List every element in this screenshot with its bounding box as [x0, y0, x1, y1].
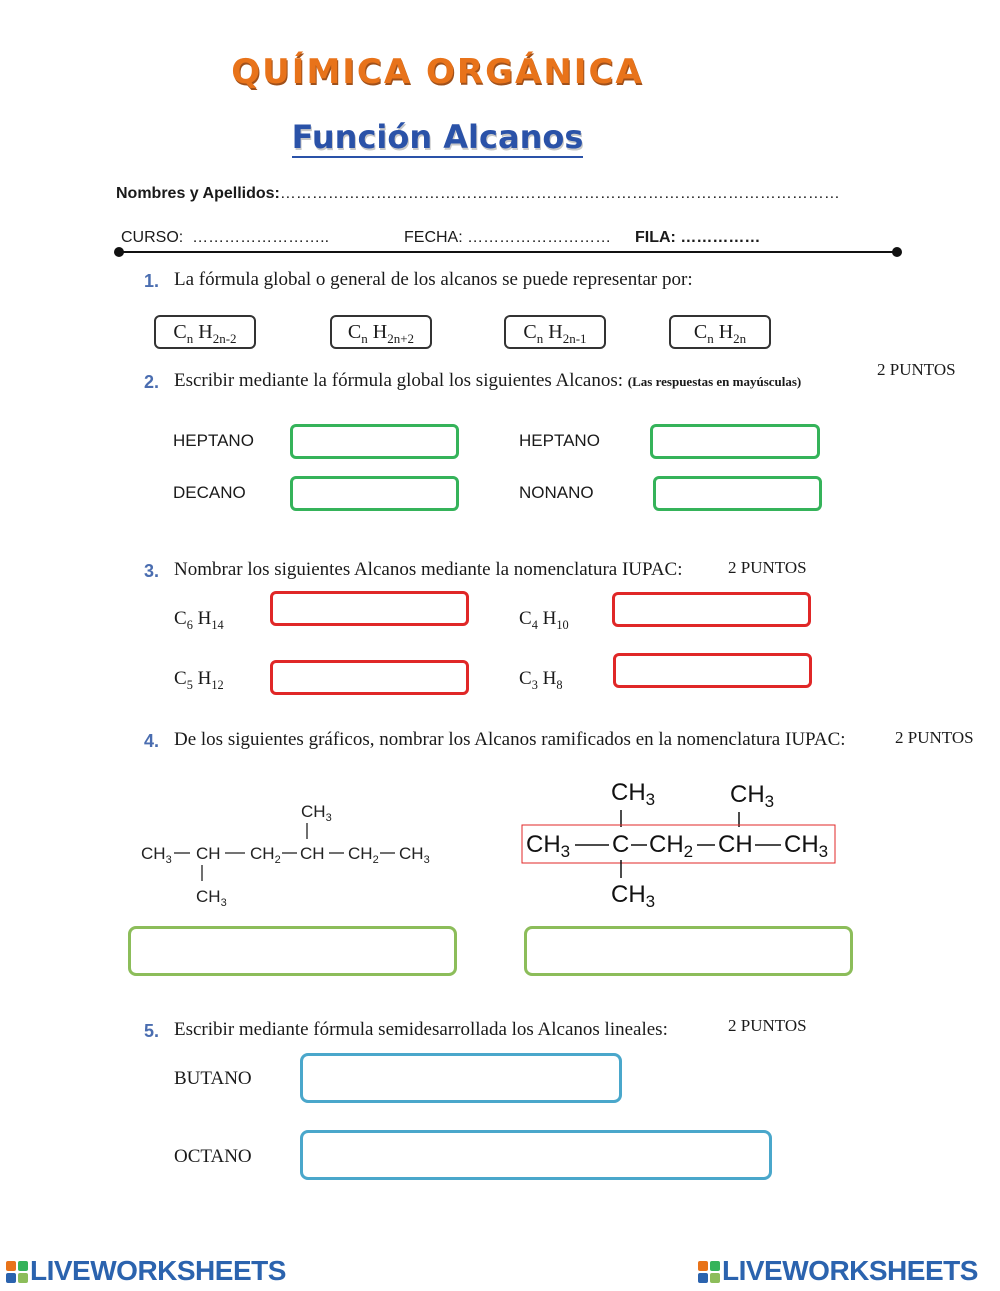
q1-option-3[interactable]: $C_n$ $H_{2n-1}$ [504, 315, 606, 349]
q2-points: 2 PUNTOS [877, 360, 956, 379]
s1-c4: CH [300, 844, 325, 863]
name-dots: …………………………………………………………………………………………… [279, 185, 840, 202]
q3-formula-1: $C_6$ $H_{14}$ [174, 608, 224, 632]
s1-top-methyl: $CH_3$ [301, 802, 332, 824]
name-label: Nombres y Apellidos: [116, 185, 280, 202]
q3-formula-2: $C_4$ $H_{10}$ [519, 608, 569, 632]
s2-c1: $CH_3$ [526, 831, 571, 861]
q5-label-1: BUTANO [174, 1068, 252, 1089]
q2-text: Escribir mediante la fórmula global los siguientes Alcanos: (Las respuestas en mayúsculas) [174, 370, 802, 391]
fila-label: FILA: [635, 229, 676, 246]
q3-text: Nombrar los siguientes Alcanos mediante la nomenclatura IUPAC: [174, 559, 683, 580]
q4-answer-1[interactable] [128, 926, 457, 976]
q1-number: 1. [144, 271, 160, 291]
s2-top-methyl-1: $CH_3$ [611, 779, 656, 809]
s2-c4: CH [718, 831, 753, 858]
divider-dot-left [114, 247, 124, 257]
q3-answer-1[interactable] [270, 591, 469, 626]
q3-formula-4: $C_3$ $H_8$ [519, 668, 563, 692]
fecha-dots: ……………………… [467, 229, 612, 246]
s2-top-methyl-2: $CH_3$ [730, 781, 775, 811]
q5-text: Escribir mediante fórmula semidesarrollada los Alcanos lineales: [174, 1019, 668, 1040]
q2-answer-3[interactable] [290, 476, 459, 511]
s1-c5: $CH_2$ [348, 844, 379, 866]
curso-field[interactable] [121, 229, 329, 247]
name-field[interactable] [116, 185, 840, 203]
footer-logo-left: LIVEWORKSHEETS [6, 1255, 286, 1287]
curso-dots: …………………….. [192, 229, 330, 246]
q3-number: 3. [144, 561, 160, 581]
q1-option-4[interactable]: $C_n$ $H_{2n}$ [669, 315, 771, 349]
fila-dots: …………… [680, 229, 761, 246]
q4-points: 2 PUNTOS [895, 728, 974, 747]
q4-text: De los siguientes gráficos, nombrar los Alcanos ramificados en la nomenclatura IUPAC: [174, 729, 846, 750]
s2-c2: C [612, 831, 630, 858]
q3-answer-3[interactable] [270, 660, 469, 695]
fecha-field[interactable] [404, 229, 611, 247]
q5-points: 2 PUNTOS [728, 1016, 807, 1035]
divider-dot-right [892, 247, 902, 257]
q2-label-4: NONANO [519, 483, 594, 502]
s1-c3: $CH_2$ [250, 844, 281, 866]
fila-field[interactable] [635, 229, 760, 247]
page-title: QUÍMICA ORGÁNICA [231, 52, 644, 92]
q5-label-2: OCTANO [174, 1146, 252, 1167]
liveworksheets-icon [698, 1261, 720, 1283]
q2-note: (Las respuestas en mayúsculas) [627, 374, 802, 389]
s1-c1: $CH_3$ [141, 844, 172, 866]
s1-bottom-methyl: $CH_3$ [196, 887, 227, 909]
q2-answer-1[interactable] [290, 424, 459, 459]
structure-2-diagram [515, 772, 845, 920]
s2-c3: $CH_2$ [649, 831, 694, 861]
q1-option-1[interactable]: $C_n$ $H_{2n-2}$ [154, 315, 256, 349]
q2-label-3: DECANO [173, 483, 246, 502]
curso-label: CURSO: [121, 229, 184, 246]
structure-1-diagram [130, 795, 450, 915]
q2-label-1: HEPTANO [173, 431, 254, 450]
q1-text: La fórmula global o general de los alcanos se puede representar por: [174, 269, 693, 290]
q4-number: 4. [144, 731, 160, 751]
q1-option-2[interactable]: $C_n$ $H_{2n+2}$ [330, 315, 432, 349]
q5-number: 5. [144, 1021, 160, 1041]
q4-answer-2[interactable] [524, 926, 853, 976]
q3-points: 2 PUNTOS [728, 558, 807, 577]
s2-bottom-methyl: $CH_3$ [611, 881, 656, 911]
q5-answer-1[interactable] [300, 1053, 622, 1103]
q3-answer-4[interactable] [613, 653, 812, 688]
q2-answer-2[interactable] [650, 424, 820, 459]
footer-logo-right: LIVEWORKSHEETS [698, 1255, 978, 1287]
s1-c6: $CH_3$ [399, 844, 430, 866]
header-divider [118, 251, 898, 253]
q2-label-2: HEPTANO [519, 431, 600, 450]
s2-c5: $CH_3$ [784, 831, 829, 861]
q2-answer-4[interactable] [653, 476, 822, 511]
page-subtitle: Función Alcanos [291, 118, 584, 156]
q2-number: 2. [144, 372, 160, 392]
s1-c2: CH [196, 844, 221, 863]
liveworksheets-icon [6, 1261, 28, 1283]
q3-answer-2[interactable] [612, 592, 811, 627]
q3-formula-3: $C_5$ $H_{12}$ [174, 668, 224, 692]
fecha-label: FECHA: [404, 229, 463, 246]
q5-answer-2[interactable] [300, 1130, 772, 1180]
